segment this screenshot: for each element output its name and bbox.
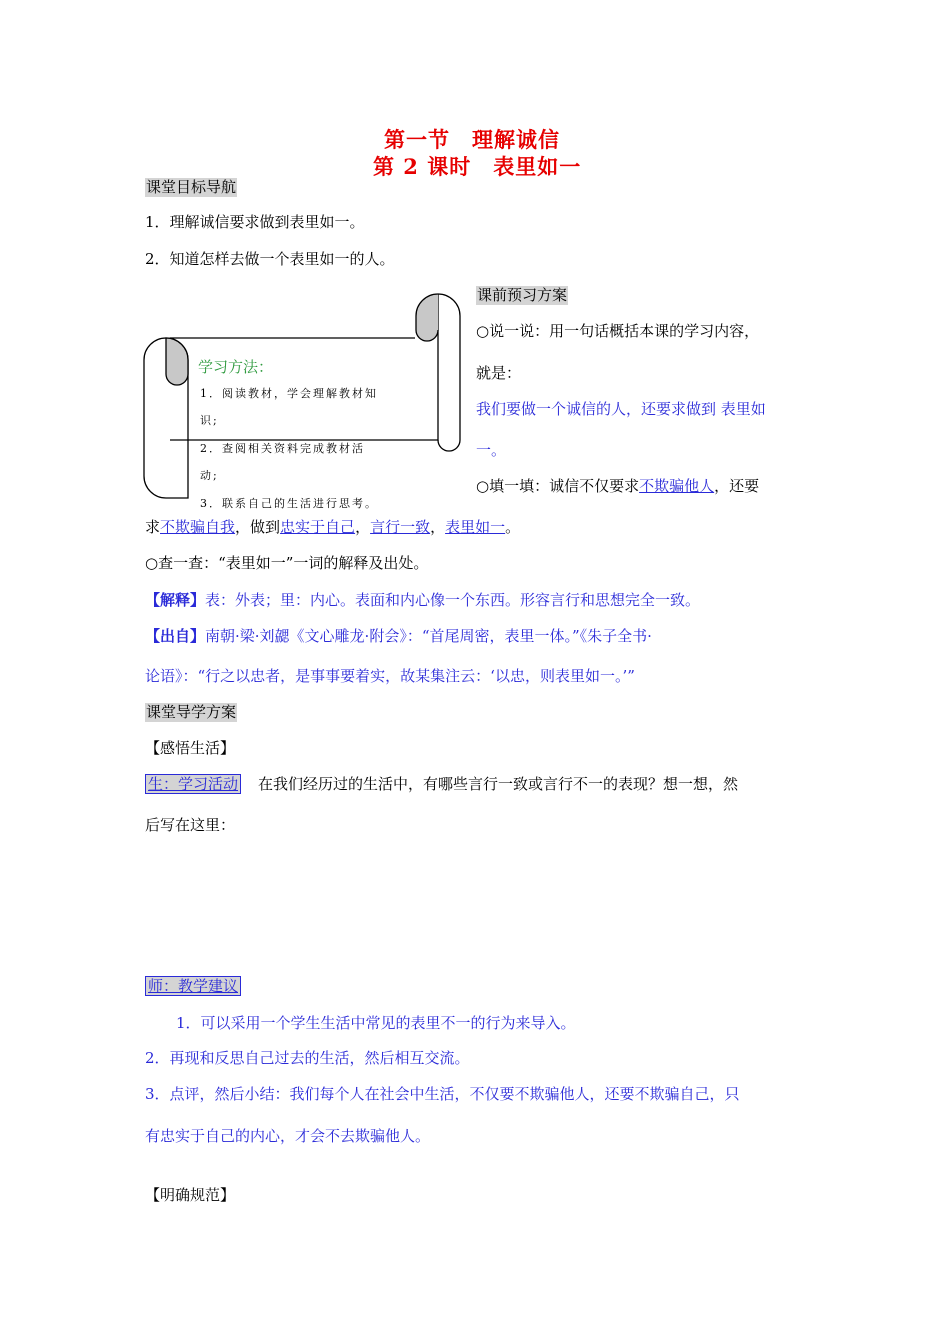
say-prompt-cont: 就是： <box>476 364 522 382</box>
student-text-cont: 后写在这里： <box>145 816 236 834</box>
fill-text: ， <box>355 518 371 536</box>
source-line-cont: 论语》：“行之以忠者，是事事要着实，故某集注云：‘以忠，则表里如一。’” <box>145 667 635 685</box>
fill-text: 。 <box>505 518 521 536</box>
preview-heading: 课前预习方案 <box>477 286 568 304</box>
say-prompt: ○说一说：用一句话概括本课的学习内容， <box>476 322 760 340</box>
scroll-item: 1．阅读教材，学会理解教材知 <box>200 387 378 400</box>
student-text: 在我们经历过的生活中，有哪些言行一致或言行不一的表现？想一想，然 <box>258 775 739 793</box>
fill-text: ，做到 <box>235 518 281 536</box>
fill-answer: 不欺骗自我 <box>160 518 236 536</box>
fill-answer: 忠实于自己 <box>280 518 356 536</box>
explain-text: 表：外表；里：内心。表面和内心像一个东西。形容言行和思想完全一致。 <box>205 591 701 609</box>
fill-prefix: ○填一填：诚信不仅要求 <box>476 477 640 495</box>
suggestion-item: 3．点评，然后小结：我们每个人在社会中生活，不仅要不欺骗他人，还要不欺骗自己，只 <box>145 1085 740 1103</box>
fill-line-1 <box>476 476 759 496</box>
goals-heading: 课堂目标导航 <box>146 178 237 196</box>
suggestion-item: 2．再现和反思自己过去的生活，然后相互交流。 <box>145 1049 470 1067</box>
norms-heading: 【明确规范】 <box>145 1186 236 1204</box>
fill-text: ， <box>430 518 446 536</box>
source-text: 南朝·梁·刘勰《文心雕龙·附会》：“首尾周密，表里一体。”《朱子全书· <box>205 627 652 645</box>
suggestion-item-cont: 有忠实于自己的内心，才会不去欺骗他人。 <box>145 1127 431 1145</box>
say-answer-cont: 一。 <box>476 441 507 459</box>
lesson-title: 第 2 课时 表里如一 <box>373 154 582 179</box>
fill-answer: 言行一致 <box>370 518 431 536</box>
suggestion-item: 1．可以采用一个学生生活中常见的表里不一的行为来导入。 <box>176 1014 576 1032</box>
teacher-suggestion-tag <box>145 976 241 996</box>
scroll-item: 3．联系自己的生活进行思考。 <box>200 497 378 510</box>
life-heading: 【感悟生活】 <box>145 739 236 757</box>
check-prompt: ○查一查：“表里如一”一词的解释及出处。 <box>145 554 429 572</box>
scroll-item: 识; <box>200 414 219 427</box>
fill-text: 求 <box>145 518 161 536</box>
scroll-item: 2．查阅相关资料完成教材活 <box>200 442 365 455</box>
goal-item: 1．理解诚信要求做到表里如一。 <box>145 213 365 231</box>
fill-answer: 表里如一 <box>445 518 506 536</box>
teacher-tag: 师：教学建议 <box>145 976 241 996</box>
guide-heading: 课堂导学方案 <box>146 703 237 721</box>
student-tag: 生：学习活动 <box>145 774 241 794</box>
explain-line <box>145 590 700 610</box>
scroll-item: 动; <box>200 469 219 482</box>
explain-tag: 【解释】 <box>145 591 206 609</box>
source-tag: 【出自】 <box>145 627 206 645</box>
student-activity <box>145 774 738 794</box>
fill-line-2 <box>145 517 520 537</box>
say-answer: 我们要做一个诚信的人，还要求做到 表里如 <box>476 400 766 418</box>
section-title: 第一节 理解诚信 <box>384 127 560 152</box>
fill-text: ，还要 <box>714 477 760 495</box>
source-line <box>145 626 652 646</box>
fill-answer: 不欺骗他人 <box>639 477 715 495</box>
goal-item: 2．知道怎样去做一个表里如一的人。 <box>145 250 395 268</box>
scroll-title: 学习方法： <box>198 358 274 376</box>
